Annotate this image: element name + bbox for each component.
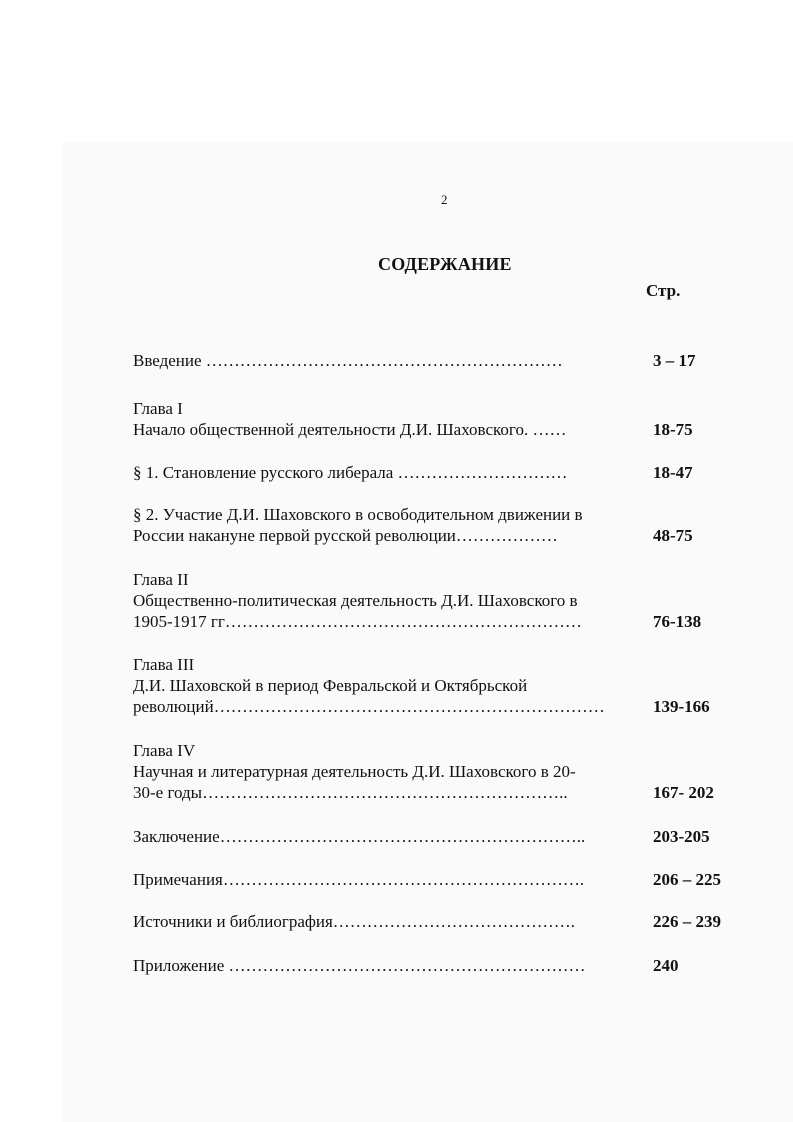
toc-chapter-4-title-line-2: 30-е годы……………………………………………………….. [133,783,568,802]
toc-page-section-1-1: 18-47 [653,463,693,482]
page-number: 2 [441,192,448,207]
toc-chapter-1-heading: Глава I [133,399,183,418]
toc-chapter-3-title-line-2: революций…………………………………………………………… [133,697,605,716]
toc-page-section-1-2: 48-75 [653,526,693,545]
toc-chapter-4-title-line-1: Научная и литературная деятельность Д.И. Шаховского в 20- [133,762,576,781]
toc-section-1-2-line-2: России накануне первой русской революции……………… [133,526,558,545]
toc-section-1-1: § 1. Становление русского либерала ………………………… [133,463,568,482]
toc-page-introduction: 3 – 17 [653,351,696,370]
toc-page-sources: 226 – 239 [653,912,721,931]
toc-chapter-4-heading: Глава IV [133,741,196,760]
toc-page-notes: 206 – 225 [653,870,721,889]
toc-entry-sources: Источники и библиография……………………………………. [133,912,576,931]
toc-entry-conclusion: Заключение……………………………………………………….. [133,827,586,846]
toc-page-chapter-4: 167- 202 [653,783,714,802]
toc-entry-notes: Примечания………………………………………………………. [133,870,585,889]
toc-chapter-3-heading: Глава III [133,655,195,674]
toc-page-conclusion: 203-205 [653,827,710,846]
toc-page-chapter-2: 76-138 [653,612,702,631]
toc-section-1-2-line-1: § 2. Участие Д.И. Шаховского в освободительном движении в [133,505,583,524]
toc-page-appendix: 240 [653,956,679,975]
toc-page-chapter-3: 139-166 [653,697,710,716]
toc-chapter-1-title: Начало общественной деятельности Д.И. Шаховского. …… [133,420,567,439]
toc-chapter-2-heading: Глава II [133,570,189,589]
toc-page-chapter-1: 18-75 [653,420,693,439]
toc-chapter-2-title-line-1: Общественно-политическая деятельность Д.И. Шаховского в [133,591,578,610]
toc-chapter-2-title-line-2: 1905-1917 гг……………………………………………………… [133,612,582,631]
page-column-header: Стр. [646,281,681,300]
page-title: СОДЕРЖАНИЕ [378,254,512,274]
toc-entry-appendix: Приложение ……………………………………………………… [133,956,586,975]
toc-chapter-3-title-line-1: Д.И. Шаховской в период Февральской и Октябрьской [133,676,528,695]
toc-entry-introduction: Введение ……………………………………………………… [133,351,563,370]
